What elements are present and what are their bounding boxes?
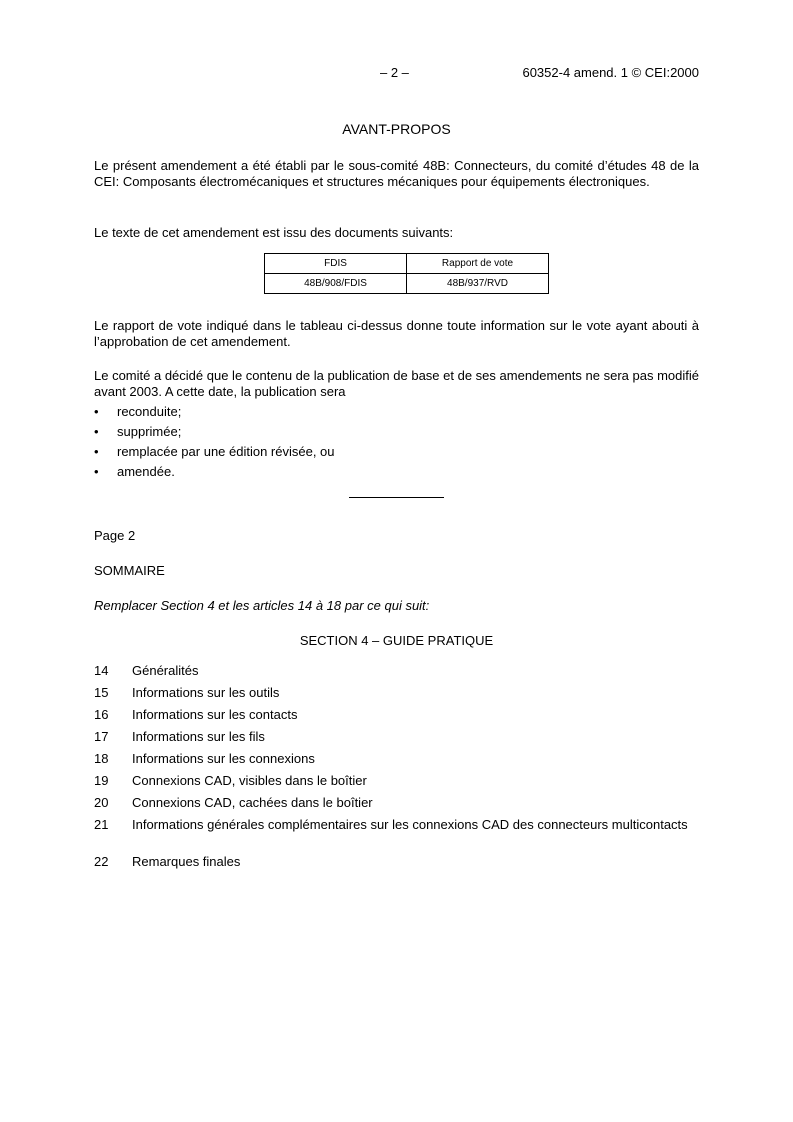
toc-number: 18 xyxy=(94,751,109,766)
toc-text: Informations générales complémentaires sur les connexions CAD des connecteurs multicontacts xyxy=(132,817,688,832)
toc-number: 16 xyxy=(94,707,109,722)
toc-item xyxy=(94,773,699,795)
header-page-number: – 2 – xyxy=(380,65,409,80)
toc-item xyxy=(94,663,699,685)
foreword-paragraph-2: Le texte de cet amendement est issu des documents suivants: xyxy=(94,225,454,240)
table-header-row xyxy=(265,254,549,274)
toc-number: 15 xyxy=(94,685,109,700)
toc-number: 14 xyxy=(94,663,109,678)
bullet-icon: • xyxy=(94,424,99,439)
list-item-text: supprimée; xyxy=(117,424,182,439)
table-header-cell: FDIS xyxy=(265,254,407,274)
toc-text: Informations sur les connexions xyxy=(132,751,315,766)
toc-text: Généralités xyxy=(132,663,199,678)
list-item xyxy=(94,424,335,444)
foreword-paragraph-3: Le rapport de vote indiqué dans le tableau ci-dessus donne toute information sur le vote ayant abouti à l’approbation de cet amendement. xyxy=(94,318,699,349)
toc-number: 17 xyxy=(94,729,109,744)
foreword-paragraph-4: Le comité a décidé que le contenu de la publication de base et de ses amendements ne sera pas modifié avant 2003. A cette date, la publication sera xyxy=(94,368,699,399)
toc-number: 19 xyxy=(94,773,109,788)
separator-line xyxy=(349,497,444,498)
table-row xyxy=(265,274,549,294)
replacement-instruction: Remplacer Section 4 et les articles 14 à 18 par ce qui suit: xyxy=(94,598,430,613)
toc-number: 20 xyxy=(94,795,109,810)
list-item-text: reconduite; xyxy=(117,404,182,419)
toc-item xyxy=(94,817,699,854)
bullet-icon: • xyxy=(94,404,99,419)
toc-item xyxy=(94,795,699,817)
toc-text: Informations sur les fils xyxy=(132,729,265,744)
bullet-icon: • xyxy=(94,444,99,459)
table-header-cell: Rapport de vote xyxy=(407,254,549,274)
toc-text: Informations sur les contacts xyxy=(132,707,298,722)
page-reference: Page 2 xyxy=(94,528,136,543)
documents-table xyxy=(264,253,549,294)
sommaire-heading: SOMMAIRE xyxy=(94,563,165,578)
list-item-text: amendée. xyxy=(117,464,175,479)
list-item-text: remplacée par une édition révisée, ou xyxy=(117,444,335,459)
toc-text: Connexions CAD, visibles dans le boîtier xyxy=(132,773,367,788)
toc-item xyxy=(94,854,699,876)
foreword-title: AVANT-PROPOS xyxy=(342,121,451,137)
toc-text: Remarques finales xyxy=(132,854,241,869)
toc-item xyxy=(94,729,699,751)
table-cell: 48B/937/RVD xyxy=(407,274,549,294)
toc-item xyxy=(94,751,699,773)
list-item xyxy=(94,404,335,424)
toc-item xyxy=(94,707,699,729)
bullet-icon: • xyxy=(94,464,99,479)
toc-text: Informations sur les outils xyxy=(132,685,280,700)
bullet-list xyxy=(94,404,335,484)
header-reference: 60352-4 amend. 1 © CEI:2000 xyxy=(522,65,699,80)
toc-number: 22 xyxy=(94,854,109,869)
list-item xyxy=(94,464,335,484)
table-of-contents xyxy=(94,663,699,876)
toc-text: Connexions CAD, cachées dans le boîtier xyxy=(132,795,373,810)
table-cell: 48B/908/FDIS xyxy=(265,274,407,294)
toc-item xyxy=(94,685,699,707)
foreword-paragraph-1: Le présent amendement a été établi par le sous-comité 48B: Connecteurs, du comité d’études 48 de la CEI: Composants électromécaniques et structures mécaniques pour équipements électroniques. xyxy=(94,158,699,189)
list-item xyxy=(94,444,335,464)
toc-number: 21 xyxy=(94,817,109,832)
section-title: SECTION 4 – GUIDE PRATIQUE xyxy=(299,633,494,648)
